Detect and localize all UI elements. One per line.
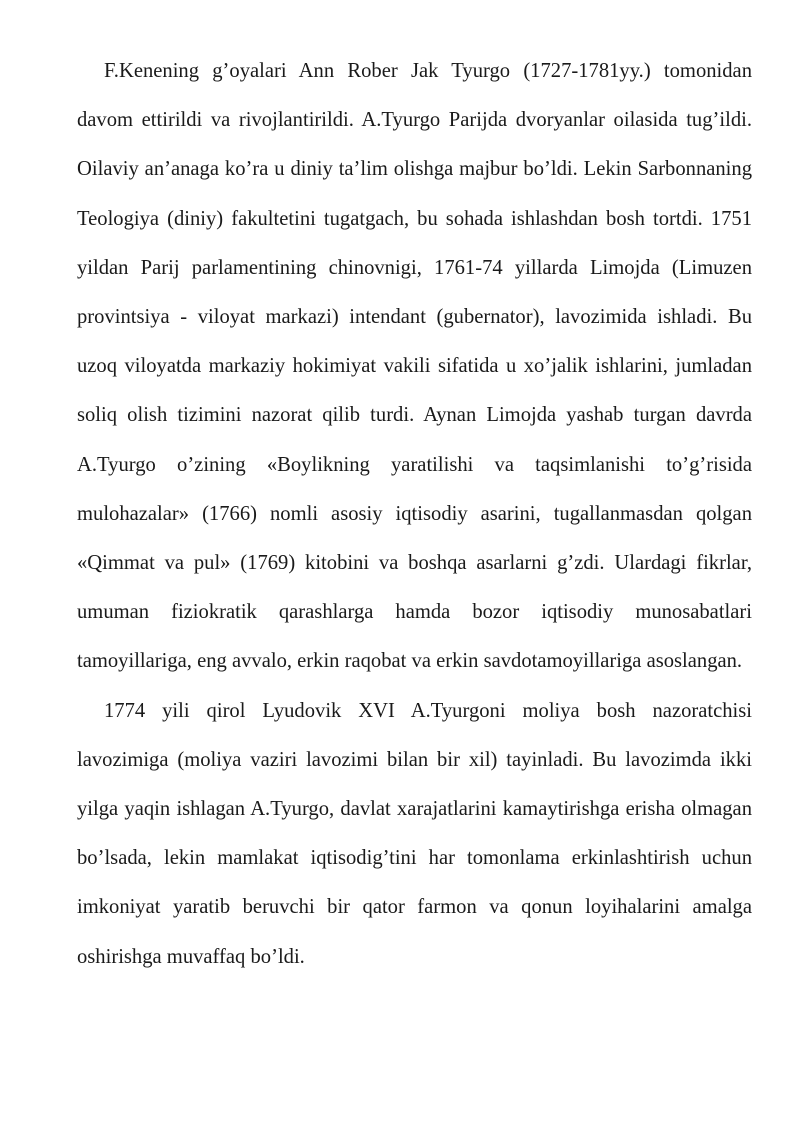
paragraph-tyurgo-biography: F.Kenening g’oyalari Ann Rober Jak Tyurgo (1727-1781yy.) tomonidan davom ettirildi va rivojlantirildi. A.Tyurgo Parijda dvoryanlar oilasida tug’ildi. Oilaviy an’anaga ko’ra u diniy ta’lim olishga majbur bo’ldi. Lekin Sarbonnaning Teologiya (diniy) fakultetini tugatgach, bu sohada ishlashdan bosh tortdi. 1751 yildan Parij parlamentining chinovnigi, 1761-74 yillarda Limojda (Limuzen provintsiya - viloyat markazi) intendant (gubernator), lavozimida ishladi. Bu uzoq viloyatda markaziy hokimiyat vakili sifatida u xo’jalik ishlarini, jumladan soliq olish tizimini nazorat qilib turdi. Aynan Limojda yashab turgan davrda A.Tyurgo o’zining «Boylikning yaratilishi va taqsimlanishi to’g’risida mulohazalar» (1766) nomli asosiy iqtisodiy asarini, tugallanmasdan qolgan «Qimmat va pul» (1769) kitobini va boshqa asarlarni g’zdi. Ulardagi fikrlar, umuman fiziokratik qarashlarga hamda bozor iqtisodiy munosabatlari tamoyillariga, eng avvalo, erkin raqobat va erkin savdotamoyillariga asoslangan. xyxy=(77,60,752,673)
document-page xyxy=(77,47,752,982)
paragraph-finance-controller: 1774 yili qirol Lyudovik XVI A.Tyurgoni moliya bosh nazoratchisi lavozimiga (moliya vaziri lavozimi bilan bir xil) tayinladi. Bu lavozimda ikki yilga yaqin ishlagan A.Tyurgo, davlat xarajatlarini kamaytirishga erisha olmagan bo’lsada, lekin mamlakat iqtisodig’tini har tomonlama erkinlashtirish uchun imkoniyat yaratib beruvchi bir qator farmon va qonun loyihalarini amalga oshirishga muvaffaq bo’ldi. xyxy=(77,699,752,968)
